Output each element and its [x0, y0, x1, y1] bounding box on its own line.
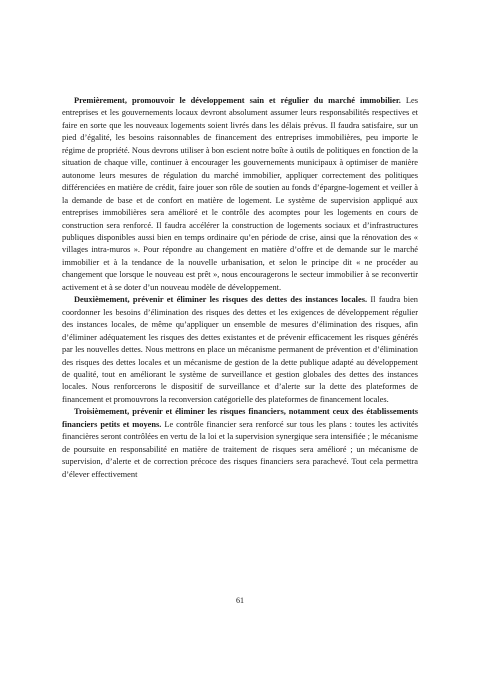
paragraph-real-estate [62, 95, 418, 294]
paragraph-text: Le contrôle financier sera renforcé sur tous les plans : toutes les activités financières seront contrôlées en vertu de la loi et la supervision synergique sera intensifiée ; le mécanisme de poursuite en responsabilité en matière de traitement de risques sera amélioré ; un mécanisme de supervision, d’alerte et de correction précoce des risques financiers sera parachevé. Tout cela permettra d’élever effectivement [62, 419, 418, 479]
paragraph-local-debt [62, 294, 418, 406]
paragraph-text: Les entreprises et les gouvernements locaux devront absolument assumer leurs responsabilités respectives et faire en sorte que les nouveaux logements soient livrés dans les délais prévus. Il faudra satisfaire, sur un pied d’égalité, les besoins raisonnables de financement des entreprises immobilières, peu importe le régime de propriété. Nous devrons utiliser à bon escient notre boîte à outils de politiques en fonction de la situation de chaque ville, continuer à encourager les gouvernements municipaux à optimiser de manière autonome leurs mesures de régulation du marché immobilier, appliquer correctement des politiques différenciées en matière de crédit, faire jouer son rôle de soutien au fonds d’épargne-logement et veiller à la demande de base et de confort en matière de logement. Le système de supervision appliqué aux entreprises immobilières sera amélioré et le contrôle des acomptes pour les logements en cours de construction sera renforcé. Il faudra accélérer la construction de logements sociaux et d’infrastructures publiques disponibles aussi bien en temps ordinaire qu’en période de crise, ainsi que la rénovation des « villages intra-muros ». Pour répondre au changement en matière d’offre et de demande sur le marché immobilier et à la tendance de la nouvelle urbanisation, et selon le principe dit « ne procéder au changement que lorsque le nouveau est prêt », nous encouragerons le secteur immobilier à se reconvertir activement et à se doter d’un nouveau modèle de développement. [62, 96, 418, 292]
paragraph-lead: Troisièmement, prévenir et éliminer les risques financiers, notamment ceux des établissements financiers petits et moyens. [62, 407, 418, 429]
paragraph-lead: Deuxièmement, prévenir et éliminer les risques des dettes des instances locales. [74, 295, 368, 305]
paragraph-financial-risk [62, 406, 418, 481]
page-number: 61 [236, 596, 244, 605]
paragraph-lead: Premièrement, promouvoir le développement sain et régulier du marché immobilier. [74, 96, 401, 105]
paragraph-text: Il faudra bien coordonner les besoins d’élimination des risques des dettes et les exigences de développement régulier des instances locales, de même qu’appliquer un ensemble de mesures d’élimination des risques, afin d’éliminer adéquatement les risques des dettes existantes et de prévenir efficacement les risques générés par les nouvelles dettes. Nous mettrons en place un mécanisme permanent de prévention et d’élimination des risques des dettes locales et un mécanisme de gestion de la dette publique adapté au développement de qualité, tout en améliorant le système de surveillance et gestion globales des dettes des instances locales. Nous renforcerons le dispositif de surveillance et d’alerte sur la dette des plateformes de financement et promouvrons la reconversion catégorielle des plateformes de financement locales. [62, 295, 418, 404]
document-body [62, 95, 418, 481]
